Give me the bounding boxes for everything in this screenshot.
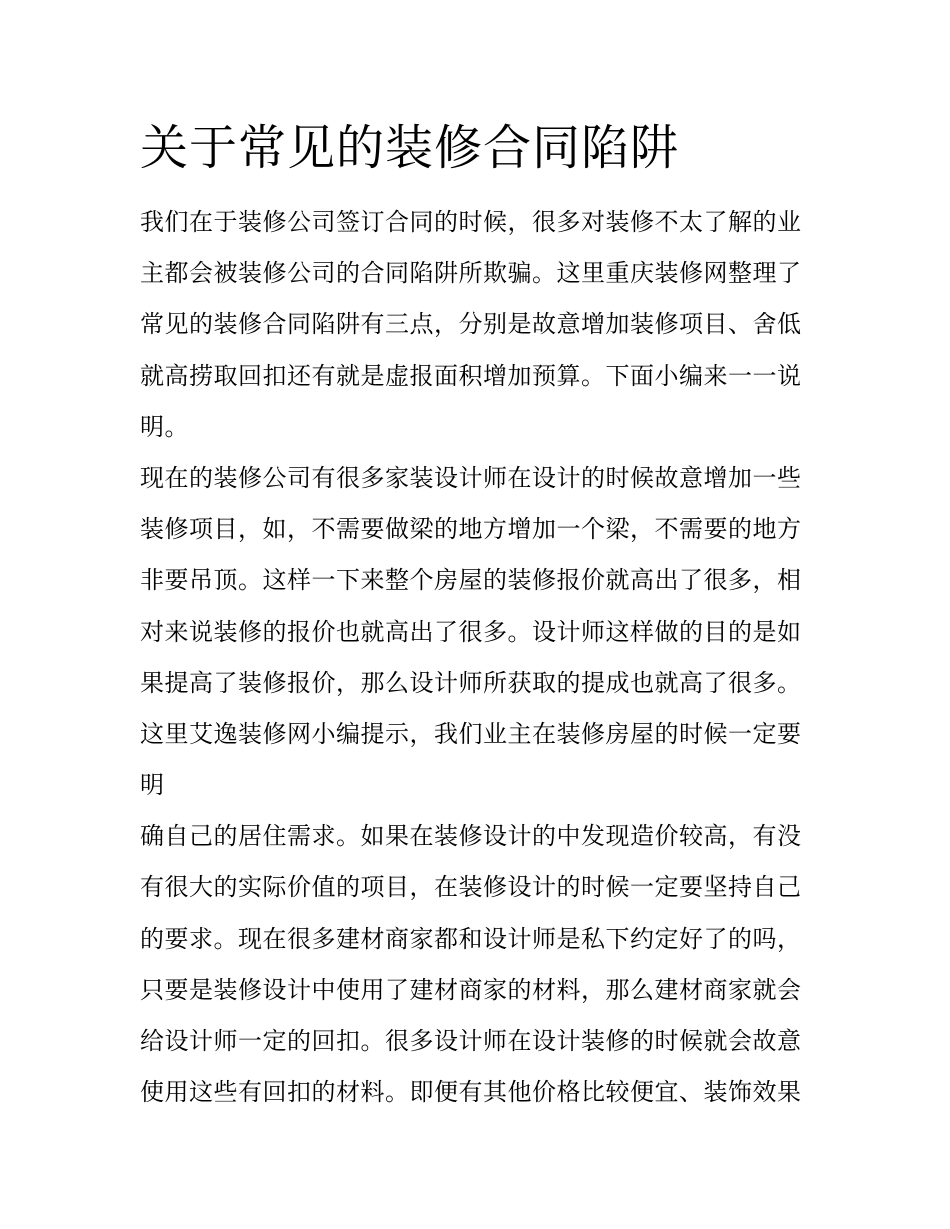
body-line: 主都会被装修公司的合同陷阱所欺骗。这里重庆装修网整理了: [140, 259, 802, 288]
body-line: 确自己的居住需求。如果在装修设计的中发现造价较高，有没: [140, 822, 802, 851]
body-line: 非要吊顶。这样一下来整个房屋的装修报价就高出了很多，相: [140, 566, 802, 595]
body-line: 给设计师一定的回扣。很多设计师在设计装修的时候就会故意: [140, 1027, 802, 1055]
body-line: 有很大的实际价值的项目，在装修设计的时候一定要坚持自己: [140, 873, 802, 902]
body-line: 就高捞取回扣还有就是虚报面积增加预算。下面小编来一一说: [140, 361, 802, 390]
body-line: 现在的装修公司有很多家装设计师在设计的时候故意增加一些: [140, 463, 802, 492]
body-line: 明: [140, 771, 165, 800]
body-line: 果提高了装修报价，那么设计师所获取的提成也就高了很多。: [140, 668, 802, 697]
body-line: 装修项目，如，不需要做梁的地方增加一个梁，不需要的地方: [140, 515, 802, 544]
body-line: 的要求。现在很多建材商家都和设计师是私下约定好了的吗，: [140, 924, 802, 953]
body-line: 这里艾逸装修网小编提示，我们业主在装修房屋的时候一定要: [140, 719, 802, 748]
body-line: 我们在于装修公司签订合同的时候，很多对装修不太了解的业: [140, 208, 802, 236]
body-line: 明。: [140, 412, 189, 441]
body-line: 使用这些有回扣的材料。即便有其他价格比较便宜、装饰效果: [140, 1078, 802, 1107]
document-body: [140, 197, 820, 1118]
body-line: 对来说装修的报价也就高出了很多。设计师这样做的目的是如: [140, 617, 802, 646]
body-line: 常见的装修合同陷阱有三点，分别是故意增加装修项目、舍低: [140, 310, 802, 339]
body-line: 只要是装修设计中使用了建材商家的材料，那么建材商家就会: [140, 975, 802, 1004]
document-title: 关于常见的装修合同陷阱: [140, 120, 680, 176]
